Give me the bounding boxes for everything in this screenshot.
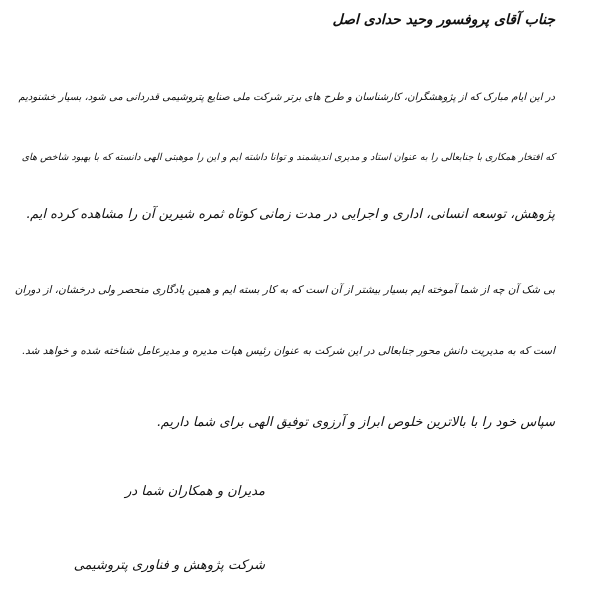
signature-line-1: مدیران و همکاران شما در <box>125 484 265 499</box>
paragraph-1-line-1: در این ایام مبارک که از پژوهشگران، کارشناسان و طرح های برتر شرکت ملی صنایع پتروشیمی قدردانی می شود، بسیار خشنودیم <box>18 92 555 103</box>
paragraph-2-line-1: بی شک آن چه از شما آموخته ایم بسیار بیشتر از آن است که به کار بسته ایم و همین یادگاری منحصر ولی درخشان، از دوران <box>14 284 555 296</box>
paragraph-3-line-1: سپاس خود را با بالاترین خلوص ابراز و آرزوی توفیق الهی برای شما داریم. <box>156 415 555 430</box>
paragraph-1-line-3: پژوهش، توسعه انسانی، اداری و اجرایی در مدت زمانی کوتاه ثمره شیرین آن را مشاهده کرده ایم. <box>25 207 555 222</box>
signature-line-2: شرکت پژوهش و فناوری پتروشیمی <box>73 558 265 573</box>
paragraph-2-line-2: است که به مدیریت دانش محور جنابعالی در این شرکت به عنوان رئیس هیات مدیره و مدیرعامل شناخته شده و خواهد شد. <box>21 345 555 357</box>
salutation: جناب آقای پروفسور وحید حدادی اصل <box>332 12 555 28</box>
paragraph-1-line-2: که افتخار همکاری با جنابعالی را به عنوان استاد و مدیری اندیشمند و توانا داشته ایم و این را موهبتی الهی دانسته که با بهبود شاخص های <box>21 152 555 163</box>
